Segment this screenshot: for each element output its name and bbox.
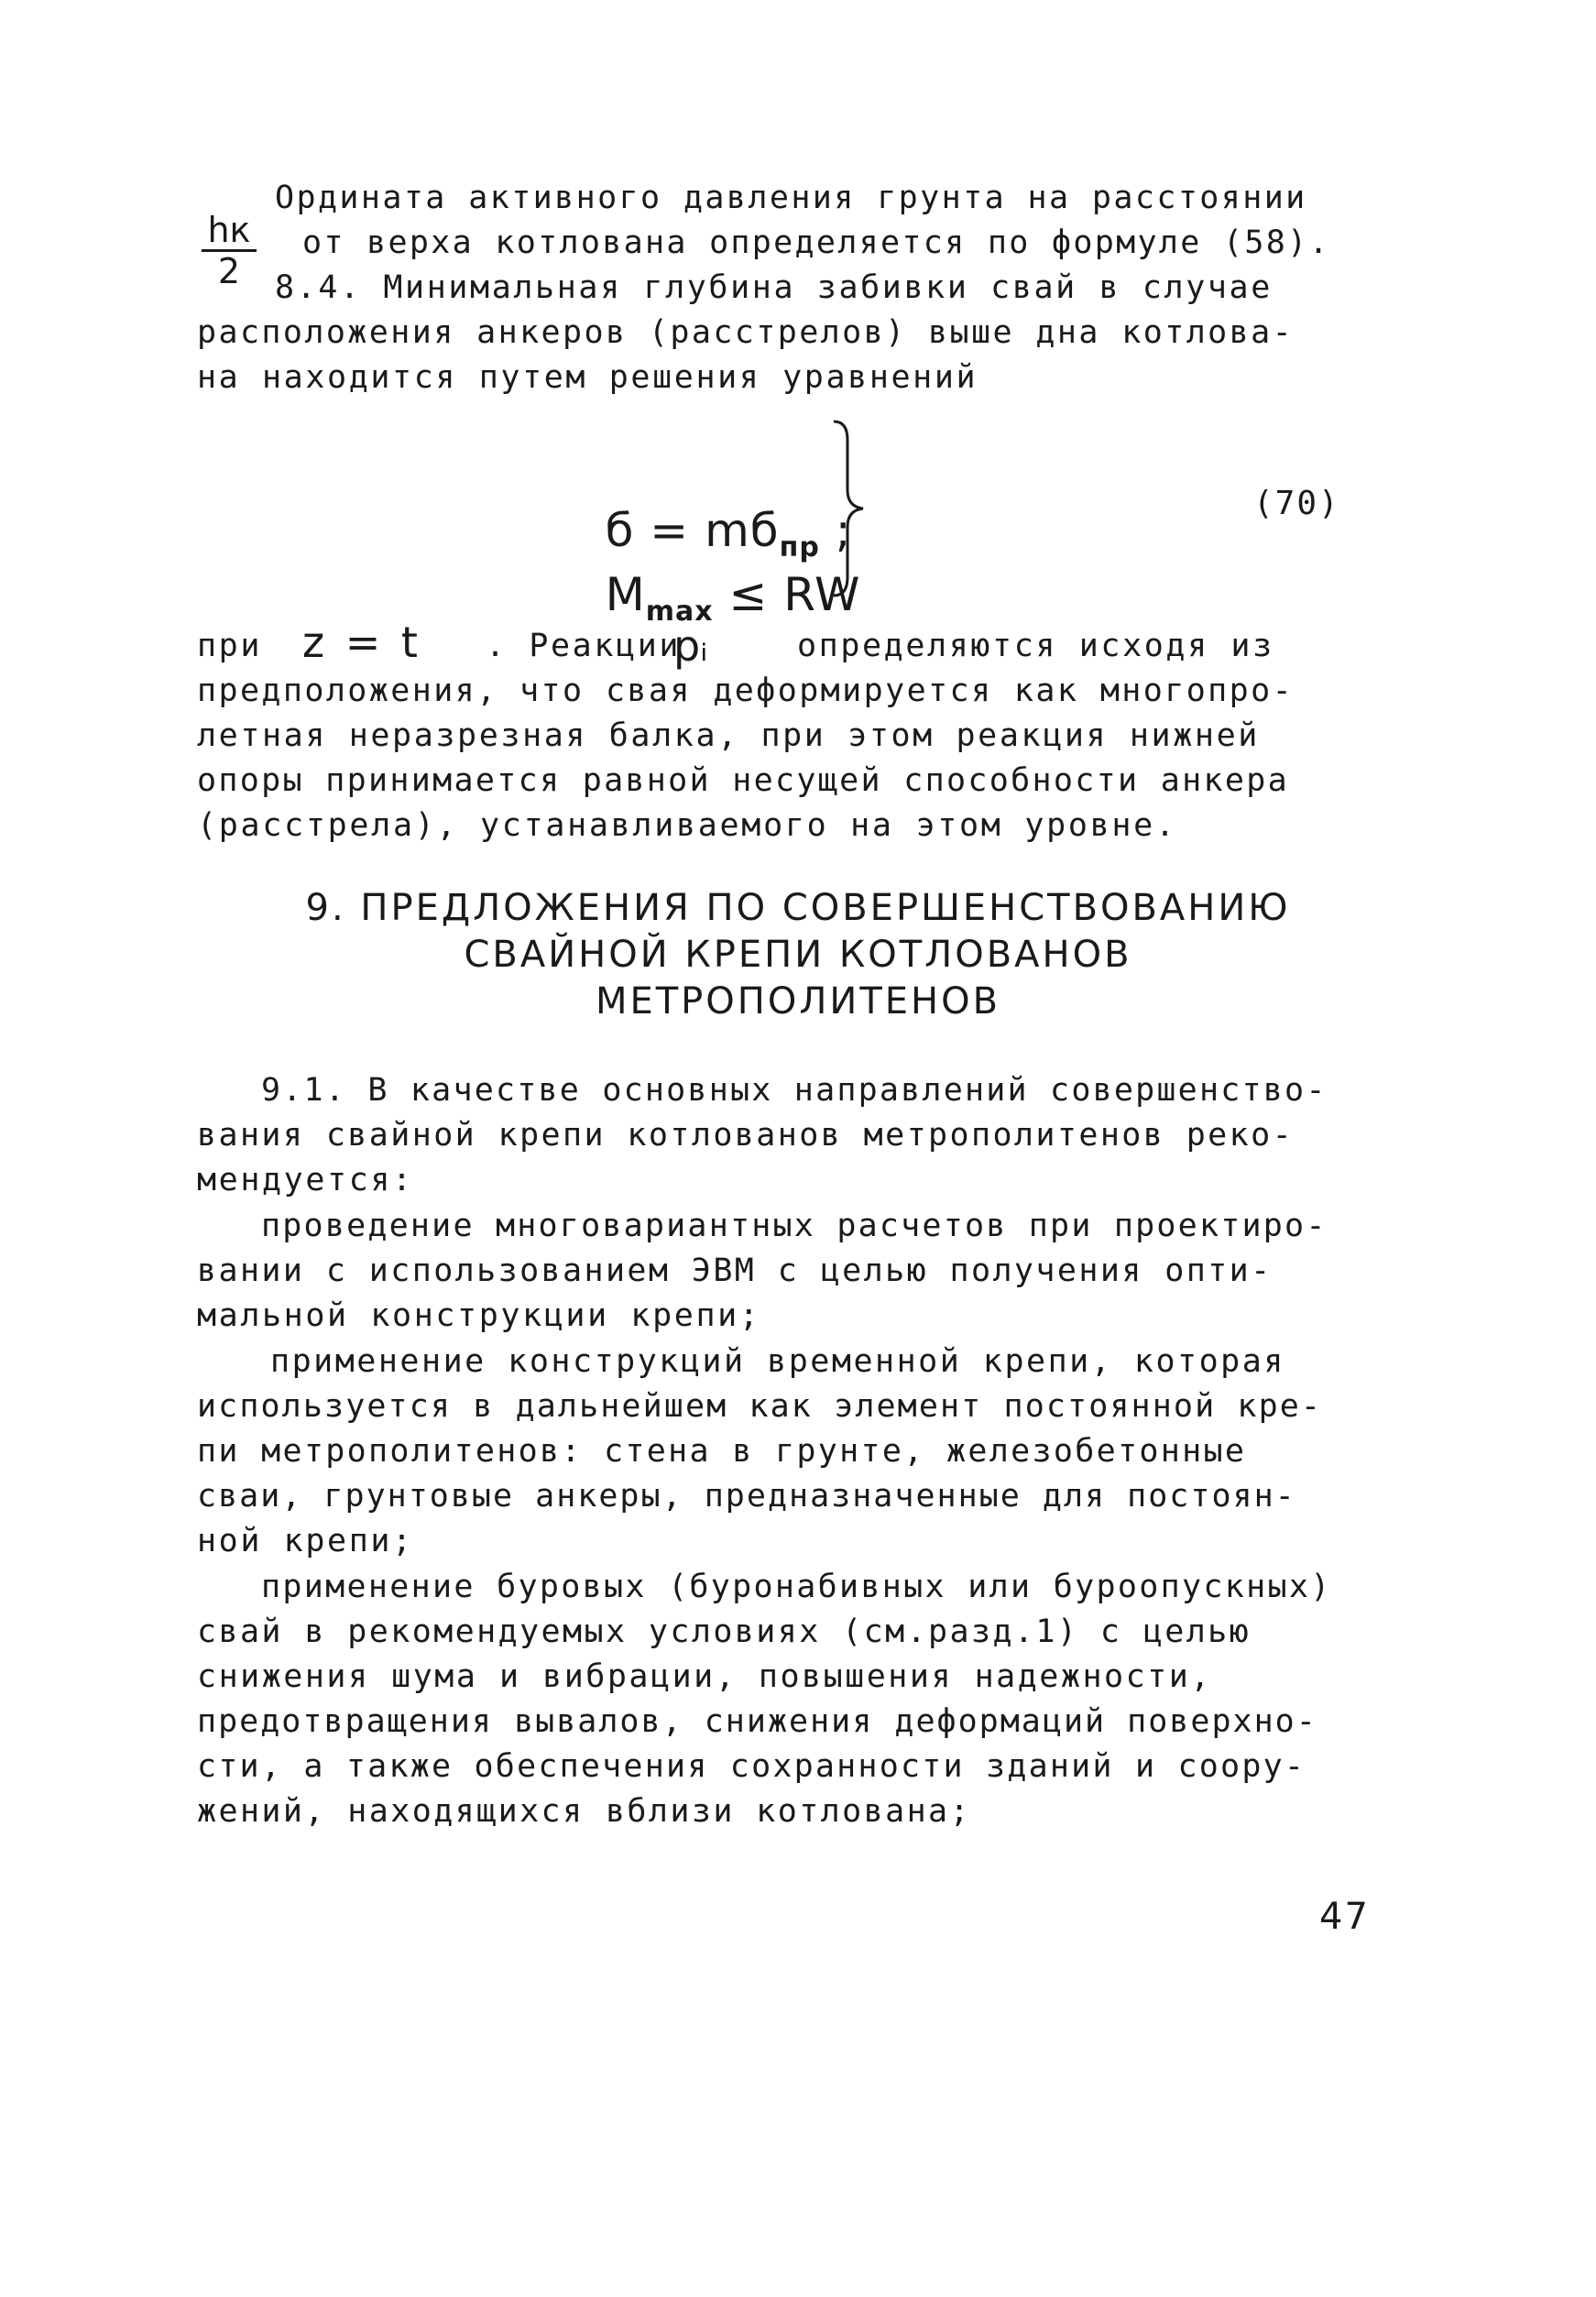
inline-variable-pi: pᵢ xyxy=(673,621,708,671)
text-line: предотвращения вывалов, снижения деформаций поверхно- xyxy=(197,1703,1317,1740)
text-line: жений, находящихся вблизи котлована; xyxy=(197,1793,971,1830)
right-brace xyxy=(825,417,880,600)
fraction-hk-over-2 xyxy=(202,210,257,291)
fraction-denominator: 2 xyxy=(217,251,241,291)
text-line: вании с использованием ЭВМ с целью получения опти- xyxy=(197,1252,1273,1289)
formula-subscript: пр xyxy=(779,531,820,563)
text-line: предположения, что свая деформируется как многопро- xyxy=(197,673,1295,709)
section-heading-line: 9. ПРЕДЛОЖЕНИЯ ПО СОВЕРШЕНСТВОВАНИЮ xyxy=(305,887,1291,929)
text-line: проведение многовариантных расчетов при проектиро- xyxy=(261,1208,1328,1244)
equation-number: (70) xyxy=(1253,485,1340,522)
text-line: на находится путем решения уравнений xyxy=(197,359,978,396)
text-line: применение буровых (буронабивных или буроопускных) xyxy=(261,1569,1332,1605)
text-line: свай в рекомендуемых условиях (см.разд.1) с целью xyxy=(197,1613,1252,1650)
fraction-numerator: hк xyxy=(202,213,257,252)
text-line: (расстрела), устанавливаемого на этом уровне. xyxy=(197,807,1177,844)
text-line: мендуется: xyxy=(197,1162,414,1198)
text-line: сти, а также обеспечения сохранности зданий и соору- xyxy=(197,1748,1306,1785)
page-number: 47 xyxy=(1319,1896,1370,1938)
text-line: ной крепи; xyxy=(197,1523,414,1559)
section-heading-line: МЕТРОПОЛИТЕНОВ xyxy=(595,980,1001,1023)
text-line: используется в дальнейшем как элемент постоянной кре- xyxy=(197,1388,1323,1425)
text-line: при xyxy=(197,628,263,664)
text-line: расположения анкеров (расстрелов) выше дна котлова- xyxy=(197,314,1295,351)
text-line: пи метрополитенов: стена в грунте, железобетонные xyxy=(197,1433,1247,1470)
text-line: летная неразрезная балка, при этом реакция нижней xyxy=(197,717,1260,754)
inline-formula-z-equals-t: z = t xyxy=(302,618,421,667)
text-line: вания свайной крепи котлованов метрополитенов реко- xyxy=(197,1117,1295,1154)
text-line: опоры принимается равной несущей способности анкера xyxy=(197,762,1289,799)
formula-term: ≤ RW xyxy=(713,568,861,621)
formula-term: б = mб xyxy=(605,504,780,557)
text-line: определяются исходя из xyxy=(797,628,1274,664)
section-heading-line: СВАЙНОЙ КРЕПИ КОТЛОВАНОВ xyxy=(464,934,1132,976)
formula-subscript: max xyxy=(645,596,714,628)
text-line: Ордината активного давления грунта на расстоянии xyxy=(275,180,1307,216)
text-line: . Реакции xyxy=(486,628,682,664)
text-line: 9.1. В качестве основных направлений совершенство- xyxy=(261,1072,1328,1109)
text-line: применение конструкций временной крепи, которая xyxy=(270,1343,1285,1380)
text-line: от верха котлована определяется по формуле (58). xyxy=(302,224,1330,261)
text-line: 8.4. Минимальная глубина забивки свай в случае xyxy=(275,269,1273,306)
text-line: сваи, грунтовые анкеры, предназначенные для постоян- xyxy=(197,1478,1296,1515)
formula-term: M xyxy=(605,568,646,621)
text-line: снижения шума и вибрации, повышения надежности, xyxy=(197,1658,1212,1695)
text-line: мальной конструкции крепи; xyxy=(197,1297,761,1334)
formula-term: ; xyxy=(819,504,852,557)
